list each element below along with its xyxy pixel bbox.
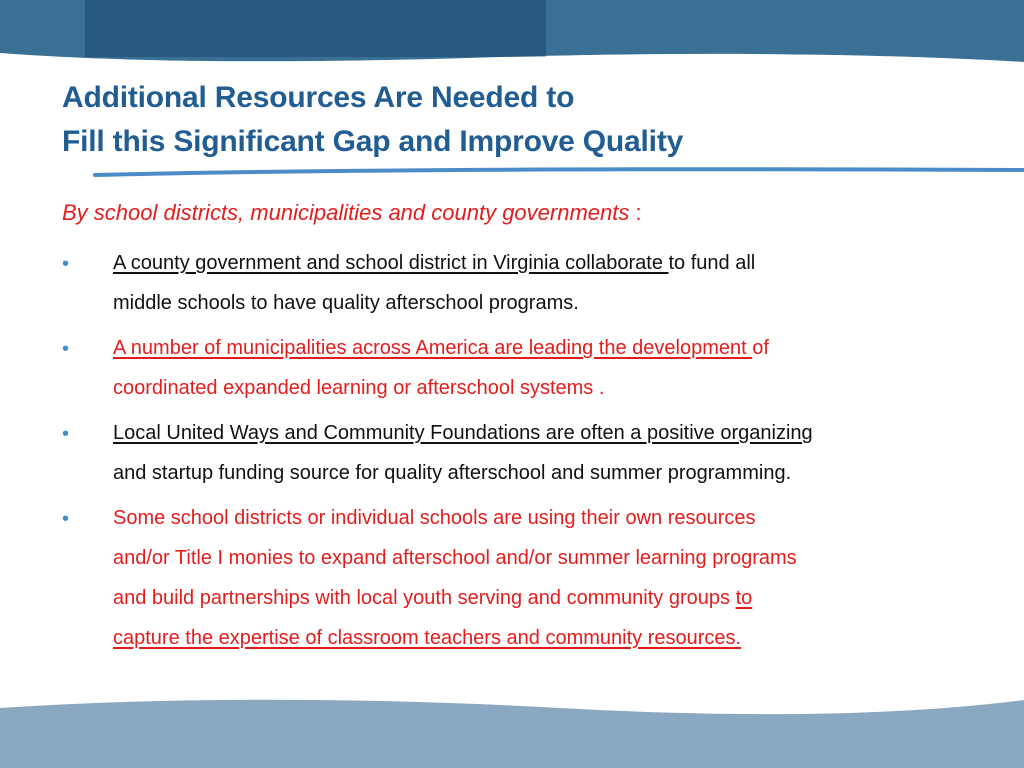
- bullet-dot-icon: •: [62, 423, 70, 445]
- bullet-list: [62, 243, 982, 663]
- slide-title-line-2: Fill this Significant Gap and Improve Quality: [62, 125, 684, 158]
- footer-band: [0, 700, 1024, 768]
- bullet-text: Some school districts or individual schools are using their own resources: [113, 507, 756, 529]
- united-ways-link[interactable]: Local United Ways and Community Foundations are often a positive organizing: [113, 422, 813, 444]
- bullet-dot-icon: •: [62, 253, 70, 275]
- expertise-link-continued[interactable]: capture the expertise of classroom teachers and community resources.: [113, 627, 742, 649]
- bullet-dot-icon: •: [62, 338, 70, 360]
- municipalities-link[interactable]: A number of municipalities across America are leading the development: [113, 337, 753, 359]
- bullet-text: and/or Title I monies to expand afterschool and/or summer learning programs: [113, 547, 797, 569]
- bullet-item-municipalities: [62, 328, 982, 408]
- intro-text: By school districts, municipalities and county governments: [62, 200, 630, 225]
- title-underline: [95, 169, 1024, 175]
- bullet-text: coordinated expanded learning or afterschool systems .: [113, 377, 605, 399]
- header-dark-block: [85, 0, 546, 57]
- slide-title-line-1: Additional Resources Are Needed to: [62, 81, 575, 114]
- intro-colon: :: [629, 200, 642, 225]
- bullet-text: and startup funding source for quality afterschool and summer programming.: [113, 462, 792, 484]
- bullet-item-united-ways: [62, 413, 982, 493]
- bullet-text: to fund all: [668, 252, 756, 274]
- bullet-text: and build partnerships with local youth serving and community groups: [113, 587, 736, 609]
- virginia-collaboration-link[interactable]: A county government and school district in Virginia collaborate: [113, 252, 669, 274]
- bullet-item-school-districts: [62, 498, 982, 658]
- expertise-link[interactable]: to: [735, 587, 753, 609]
- bullet-text: of: [752, 337, 769, 359]
- bullet-text: middle schools to have quality afterschool programs.: [113, 292, 579, 314]
- slide-title: [62, 76, 683, 164]
- bullet-item-virginia: [62, 243, 982, 323]
- intro-line: [62, 200, 642, 226]
- bullet-dot-icon: •: [62, 508, 70, 530]
